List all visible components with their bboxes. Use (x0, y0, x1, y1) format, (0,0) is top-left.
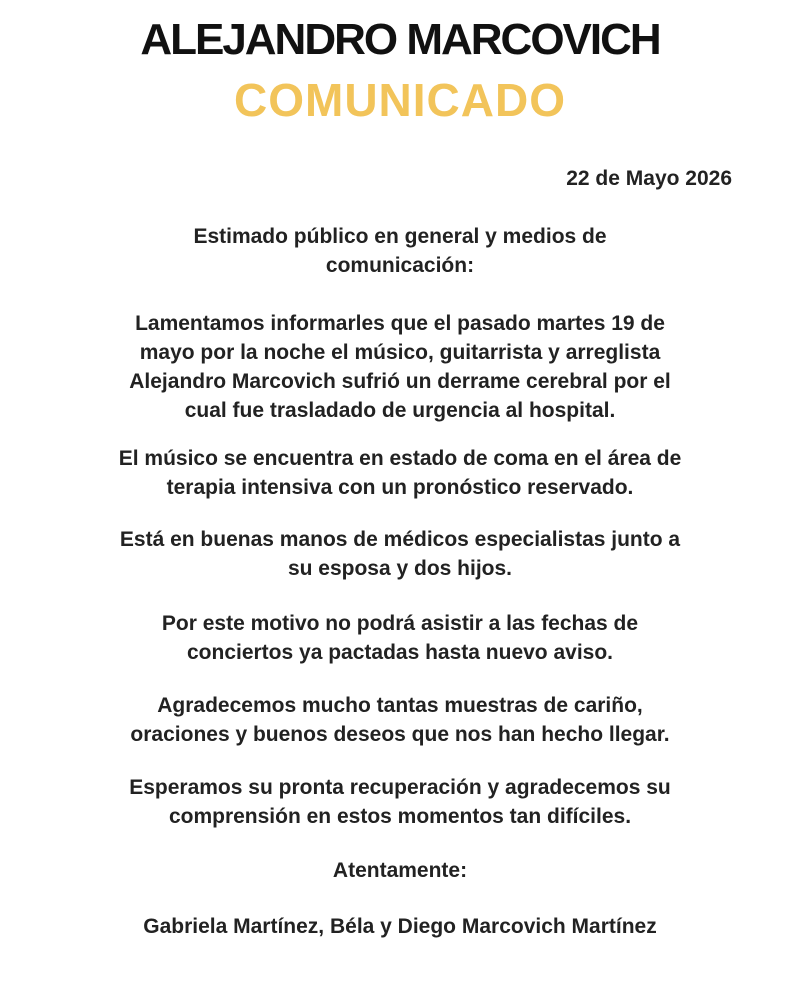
paragraph-recovery: Esperamos su pronta recuperación y agradecemos su comprensión en estos momentos tan difíciles. (129, 776, 671, 828)
signatories: Gabriela Martínez, Béla y Diego Marcovich Martínez (143, 915, 657, 938)
paragraph-family: Está en buenas manos de médicos especialistas junto a su esposa y dos hijos. (119, 528, 681, 580)
communique-title: COMUNICADO (234, 74, 566, 126)
salutation: Estimado público en general y medios de comunicación: (193, 225, 607, 277)
paragraph-hospitalization: Lamentamos informarles que el pasado martes 19 de mayo por la noche el músico, guitarrista y arreglista Alejandro Marcovich sufrió un derrame cerebral por el cual fue trasladado de urgencia al hospital. (129, 312, 671, 422)
closing: Atentamente: (332, 859, 468, 882)
paragraph-concerts: Por este motivo no podrá asistir a las fechas de conciertos ya pactadas hasta nuevo aviso. (161, 612, 639, 664)
paragraph-gratitude: Agradecemos mucho tantas muestras de cariño, oraciones y buenos deseos que nos han hecho llegar. (130, 694, 670, 746)
artist-name-heading: ALEJANDRO MARCOVICH (140, 15, 660, 64)
letter-date: 22 de Mayo 2026 (566, 167, 732, 190)
paragraph-condition: El músico se encuentra en estado de coma en el área de terapia intensiva con un pronóstico reservado. (118, 447, 682, 499)
